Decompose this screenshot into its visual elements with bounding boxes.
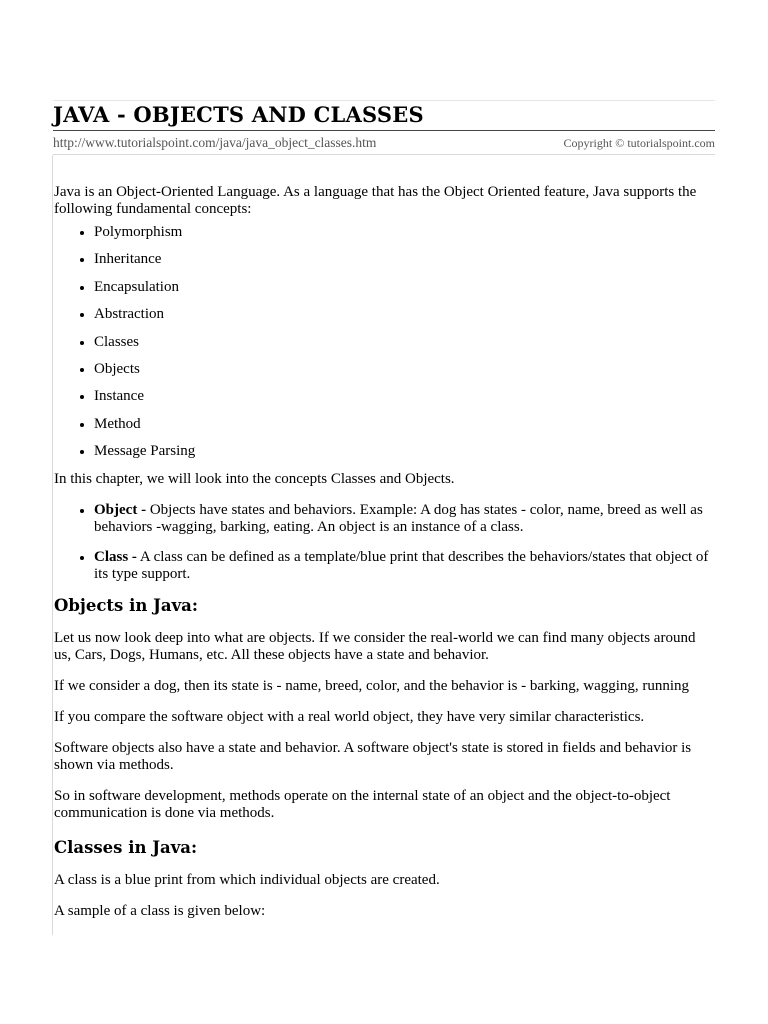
top-divider <box>53 100 715 101</box>
definitions-list <box>54 502 715 583</box>
list-item: Inheritance <box>94 251 715 268</box>
document-page <box>53 100 715 935</box>
copyright-notice: Copyright © tutorialspoint.com <box>563 136 715 150</box>
classes-heading: Classes in Java: <box>54 837 198 857</box>
list-item: Instance <box>94 388 715 405</box>
list-item: Encapsulation <box>94 279 715 296</box>
list-item: Method <box>94 416 715 433</box>
list-item: Message Parsing <box>94 443 715 460</box>
list-item: Polymorphism <box>94 224 715 241</box>
page-title: JAVA - OBJECTS AND CLASSES <box>53 102 424 127</box>
list-item: Classes <box>94 334 715 351</box>
list-item: Objects <box>94 361 715 378</box>
definition-term: Class - <box>94 548 137 565</box>
definition-term: Object - <box>94 501 147 518</box>
objects-paragraph: If you compare the software object with a real world object, they have very similar characteristics. <box>54 708 645 725</box>
chapter-intro-paragraph: In this chapter, we will look into the concepts Classes and Objects. <box>54 470 455 487</box>
concepts-list <box>54 224 715 460</box>
definition-text: A class can be defined as a template/blue print that describes the behaviors/states that object of its type support. <box>94 548 709 582</box>
definition-text: Objects have states and behaviors. Example: A dog has states - color, name, breed as well as behaviors -wagging, barking, eating. An object is an instance of a class. <box>94 501 703 535</box>
objects-heading: Objects in Java: <box>54 595 198 615</box>
article-body <box>52 155 715 935</box>
objects-paragraph: If we consider a dog, then its state is - name, breed, color, and the behavior is - barking, wagging, running <box>54 677 690 694</box>
definition-class <box>94 549 715 583</box>
classes-paragraph: A class is a blue print from which individual objects are created. <box>54 871 440 888</box>
objects-paragraph: So in software development, methods operate on the internal state of an object and the object-to-object communication is done via methods. <box>54 787 671 821</box>
meta-row <box>53 135 715 151</box>
title-divider <box>53 130 715 131</box>
list-item: Abstraction <box>94 306 715 323</box>
intro-paragraph: Java is an Object-Oriented Language. As a language that has the Object Oriented feature, Java supports the following fundamental concepts: <box>54 184 697 217</box>
classes-paragraph: A sample of a class is given below: <box>54 902 266 919</box>
definition-object <box>94 502 715 536</box>
source-url[interactable]: http://www.tutorialspoint.com/java/java_object_classes.htm <box>53 135 377 150</box>
objects-paragraph: Software objects also have a state and behavior. A software object's state is stored in fields and behavior is shown via methods. <box>54 739 692 773</box>
objects-paragraph: Let us now look deep into what are objects. If we consider the real-world we can find many objects around us, Cars, Dogs, Humans, etc. All these objects have a state and behavior. <box>54 629 696 663</box>
